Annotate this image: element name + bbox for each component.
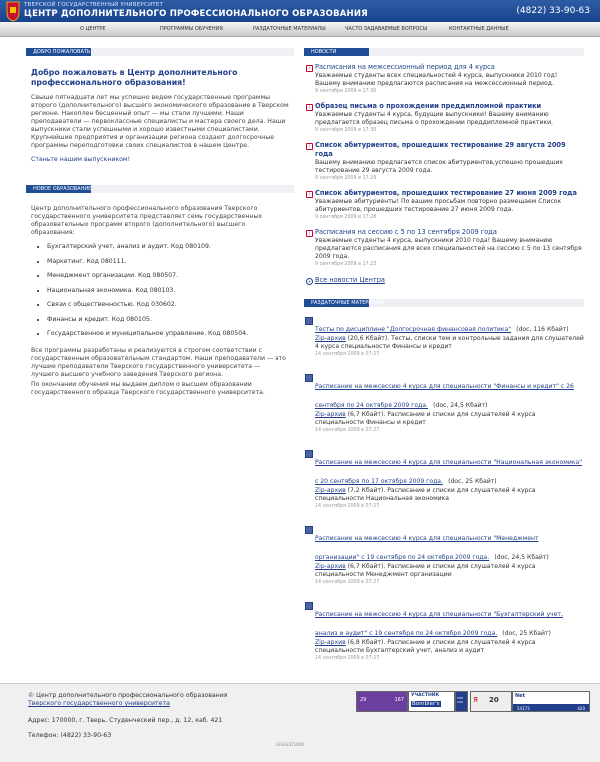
material-link[interactable]: Расписание на межсессию 4 курса для специальности "Национальная экономика" с 20 сентября по 17 октября 2009 года. bbox=[315, 459, 583, 485]
material-link[interactable]: Расписание на межсессию 4 курса для специальности "Финансы и кредит" с 26 сентября по 24 октября 2009 года. bbox=[315, 383, 574, 409]
nav-materials[interactable]: РАЗДАТОЧНЫЕ МАТЕРИАЛЫ bbox=[253, 26, 326, 32]
bombers-banner[interactable] bbox=[408, 691, 455, 712]
all-news-link[interactable]: Все новости Центра bbox=[315, 276, 385, 284]
program-item: Государственное и муниципальное управление. Код 080504. bbox=[37, 330, 289, 345]
nav-faq[interactable]: ЧАСТО ЗАДАВАЕМЫЕ ВОПРОСЫ bbox=[345, 26, 428, 32]
site-header bbox=[0, 0, 600, 22]
welcome-section-header: ДОБРО ПОЖАЛОВАТЬ bbox=[26, 48, 294, 56]
news-title-link[interactable]: Образец письма о прохождении преддипломной практики bbox=[315, 102, 542, 110]
news-item bbox=[304, 102, 584, 133]
document-icon bbox=[305, 450, 313, 458]
all-news-icon: + bbox=[307, 279, 312, 284]
zip-link[interactable]: Zip-архив bbox=[315, 335, 346, 342]
document-icon bbox=[305, 317, 313, 325]
news-icon: ! bbox=[306, 65, 313, 72]
news-title-link[interactable]: Расписания на межсессионный период для 4 курса bbox=[315, 63, 495, 71]
news-text: Уважаемые студенты 4 курса, будущие выпускники! Вашему вниманию предлагается образец письма о прохождении преддипломной практики. bbox=[315, 111, 553, 126]
news-title-link[interactable]: Список абитуриентов, прошедших тестирование 27 июня 2009 года bbox=[315, 189, 577, 197]
news-date: 9 сентября 2009 в 17:30 bbox=[315, 128, 377, 133]
zip-link[interactable]: Zip-архив bbox=[315, 411, 346, 418]
news-icon: ! bbox=[306, 191, 313, 198]
yandex-icon: Я bbox=[473, 696, 478, 704]
news-text: Уважаемые студенты 4 курса, выпускники 2010 года! Вашему вниманию предлагаются расписания для всех специальностей на сессию с 5 по 13 сентября 2009 года. bbox=[315, 237, 582, 260]
programs-list bbox=[37, 243, 289, 345]
news-date: 9 сентября 2009 в 17:30 bbox=[315, 89, 377, 94]
header-phone: (4822) 33-90-63 bbox=[516, 6, 590, 16]
material-size: (doc, 25 Кбайт) bbox=[502, 630, 551, 637]
footer-university-link[interactable]: Тверского государственного университета bbox=[28, 700, 170, 707]
program-item: Маркетинг. Код 080111. bbox=[37, 258, 289, 273]
news-title-link[interactable]: Список абитуриентов, прошедших тестирование 29 августа 2009 года bbox=[315, 141, 566, 158]
material-item bbox=[304, 373, 584, 433]
zip-description: (20,6 Кбайт). Тесты, списки тем и контрольные задания для слушателей 4 курса специальности Финансы и кредит bbox=[315, 335, 584, 350]
material-date: 14 сентября 2009 в 07:27 bbox=[315, 428, 380, 433]
left-column bbox=[26, 48, 294, 397]
program-item: Бухгалтерский учет, анализ и аудит. Код 080109. bbox=[37, 243, 289, 258]
program-item: Связи с общественностью. Код 030602. bbox=[37, 301, 289, 316]
document-icon bbox=[305, 602, 313, 610]
programs-diploma-text: По окончании обучения мы выдаем диплом о высшем образовании государственного образца Тверского государственного университета. bbox=[31, 380, 265, 396]
top100-banner[interactable] bbox=[455, 691, 468, 712]
zip-description: (6,7 Кбайт). Расписание и списки для слушателей 4 курса специальности Финансы и кредит bbox=[315, 411, 536, 426]
news-date: 9 сентября 2009 в 17:28 bbox=[315, 215, 377, 220]
counter-value: 420 bbox=[577, 706, 585, 711]
welcome-text: Свыше пятнадцати лет мы успешно ведем государственные программы второго (дополнительного) высшего экономического образование в Тверском регионе. Накоплен бесценный опыт — мы стали лучшими. Наши преподаватели — первоклассные специалисты и мастера своего дела. Наши выпускники стали успешными и хорошо известными специалистами. Крупнейшие предприятия и организации региона создают долгосрочные программы переподготовки своих специалистов в нашем Центре. bbox=[31, 94, 289, 149]
material-item bbox=[304, 316, 584, 357]
footer-address: Адрес: 170000, г. Тверь, Студенческий пер., д. 12, каб. 421 bbox=[28, 717, 223, 724]
material-date: 14 сентября 2009 в 07:27 bbox=[315, 504, 380, 509]
news-text: Вашему вниманию предлагается список абитуриентов,успешно прошедших тестирование 29 августа 2009 года. bbox=[315, 159, 564, 174]
yandex-counter[interactable] bbox=[470, 691, 512, 712]
news-icon: ! bbox=[306, 104, 313, 111]
nav-about[interactable]: О ЦЕНТРЕ bbox=[80, 26, 106, 32]
welcome-title: Добро пожаловать в Центр дополнительного профессионального образования! bbox=[31, 68, 238, 87]
material-date: 14 сентября 2009 в 07:27 bbox=[315, 656, 380, 661]
right-column bbox=[304, 48, 584, 661]
top100-label: TOP 100 bbox=[457, 696, 464, 704]
material-link[interactable]: Тесты по дисциплине "Долгосрочная финансовая политика" bbox=[315, 326, 512, 333]
document-icon bbox=[305, 374, 313, 382]
news-section-header: НОВОСТИ bbox=[304, 48, 584, 56]
news-item bbox=[304, 63, 584, 94]
news-item bbox=[304, 228, 584, 267]
material-size: (doc, 24,5 Кбайт) bbox=[494, 554, 549, 561]
all-news bbox=[304, 276, 584, 285]
news-list bbox=[304, 63, 584, 285]
zip-description: (6,7 Кбайт). Расписание и списки для слушателей 4 курса специальности Менеджмент организации bbox=[315, 563, 536, 578]
footer-phone: Телефон: (4822) 33-90-63 bbox=[28, 732, 112, 739]
netgo-counter[interactable] bbox=[512, 691, 590, 712]
footer-copyright: © Центр дополнительного профессионального образования bbox=[28, 692, 228, 699]
material-item bbox=[304, 525, 584, 585]
material-link[interactable]: Расписание на межсессию 4 курса для специальности "Бухгалтерский учет, анализ и аудит" с 19 сентября по 24 октября 2009 года. bbox=[315, 611, 563, 637]
zip-link[interactable]: Zip-архив bbox=[315, 563, 346, 570]
nav-contacts[interactable]: КОНТАКТНЫЕ ДАННЫЕ bbox=[449, 26, 509, 32]
zip-description: (6,8 Кбайт). Расписание и списки для слушателей 4 курса специальности Бухгалтерский учет, анализ и аудит bbox=[315, 639, 536, 654]
material-size: (doc, 25 Кбайт) bbox=[448, 478, 497, 485]
news-icon: ! bbox=[306, 230, 313, 237]
news-date: 9 сентября 2009 в 17:29 bbox=[315, 176, 377, 181]
studio-credit[interactable]: LEGALSTUDIO bbox=[276, 742, 305, 747]
material-size: (doc, 116 Кбайт) bbox=[516, 326, 569, 333]
bombers-label: УЧАСТНИК bbox=[411, 693, 440, 698]
zip-description: (7,2 Кбайт). Расписание и списки для слушателей 4 курса специальности Национальная экономика bbox=[315, 487, 536, 502]
main-nav bbox=[0, 22, 600, 37]
nav-programs[interactable]: ПРОГРАММЫ ОБУЧЕНИЯ bbox=[160, 26, 223, 32]
program-item: Национальная экономика. Код 080103. bbox=[37, 287, 289, 302]
netgo-label: Net bbox=[515, 693, 525, 699]
material-date: 14 сентября 2009 в 07:27 bbox=[315, 580, 380, 585]
site-footer bbox=[0, 683, 600, 762]
zip-link[interactable]: Zip-архив bbox=[315, 487, 346, 494]
counter-value: 167 bbox=[394, 697, 404, 703]
program-item: Финансы и кредит. Код 080105. bbox=[37, 316, 289, 331]
become-graduate-link[interactable]: Станьте нашим выпускником! bbox=[31, 156, 131, 163]
counter-value: 29 bbox=[360, 697, 367, 703]
university-crest-icon[interactable] bbox=[6, 0, 20, 22]
news-text: Уважаемые абитуриенты! По вашим просьбам повторно размещаем Список абитуриентов, прошедших тестирование 27 июня 2009 года. bbox=[315, 198, 562, 213]
zip-link[interactable]: Zip-архив bbox=[315, 639, 346, 646]
counter-value: 20 bbox=[489, 696, 499, 704]
center-name: ЦЕНТР ДОПОЛНИТЕЛЬНОГО ПРОФЕССИОНАЛЬНОГО ОБРАЗОВАНИЯ bbox=[24, 9, 368, 19]
bombers-name: Bombler's bbox=[412, 701, 440, 707]
material-link[interactable]: Расписание на межсессию 4 курса для специальности "Менеджмент организации" с 19 сентября по 24 октября 2009 года. bbox=[315, 535, 539, 561]
news-item bbox=[304, 141, 584, 181]
news-title-link[interactable]: Расписания на сессию с 5 по 13 сентября 2009 года bbox=[315, 228, 497, 236]
university-name: ТВЕРСКОЙ ГОСУДАРСТВЕННЫЙ УНИВЕРСИТЕТ bbox=[24, 2, 164, 8]
news-icon: ! bbox=[306, 143, 313, 150]
material-item bbox=[304, 601, 584, 661]
material-date: 14 сентября 2009 в 07:27 bbox=[315, 352, 380, 357]
material-item bbox=[304, 449, 584, 509]
news-date: 9 сентября 2009 в 17:23 bbox=[315, 262, 377, 267]
counter-value: 54173 bbox=[517, 706, 530, 711]
program-item: Менеджмент организации. Код 080507. bbox=[37, 272, 289, 287]
news-item bbox=[304, 189, 584, 220]
programs-intro: Центр дополнительного профессионального образования Тверского государственного университета представляет семь государственных образовательных программ второго (дополнительного) высшего образования: bbox=[31, 205, 262, 236]
counter-banner-1[interactable] bbox=[356, 691, 408, 712]
material-size: (doc, 24,5 Кбайт) bbox=[433, 402, 488, 409]
materials-list bbox=[304, 316, 584, 661]
document-icon bbox=[305, 526, 313, 534]
programs-standard-text: Все программы разработаны и реализуются в строгом соответствии с государственным образовательным стандартом. Наши преподаватели — это лучшие преподаватели Тверского государственного университета — лучшего высшего учебного заведения Тверского региона. bbox=[31, 346, 286, 378]
new-education-section-header: НОВОЕ ОБРАЗОВАНИЕ bbox=[26, 185, 294, 193]
news-text: Уважаемые студенты всех специальностей 4 курса, выпускники 2010 год! Вашему вниманию предлагаются расписания на межсессионный период. bbox=[315, 72, 558, 87]
materials-section-header: РАЗДАТОЧНЫЕ МАТЕРИАЛЫ bbox=[304, 299, 584, 307]
